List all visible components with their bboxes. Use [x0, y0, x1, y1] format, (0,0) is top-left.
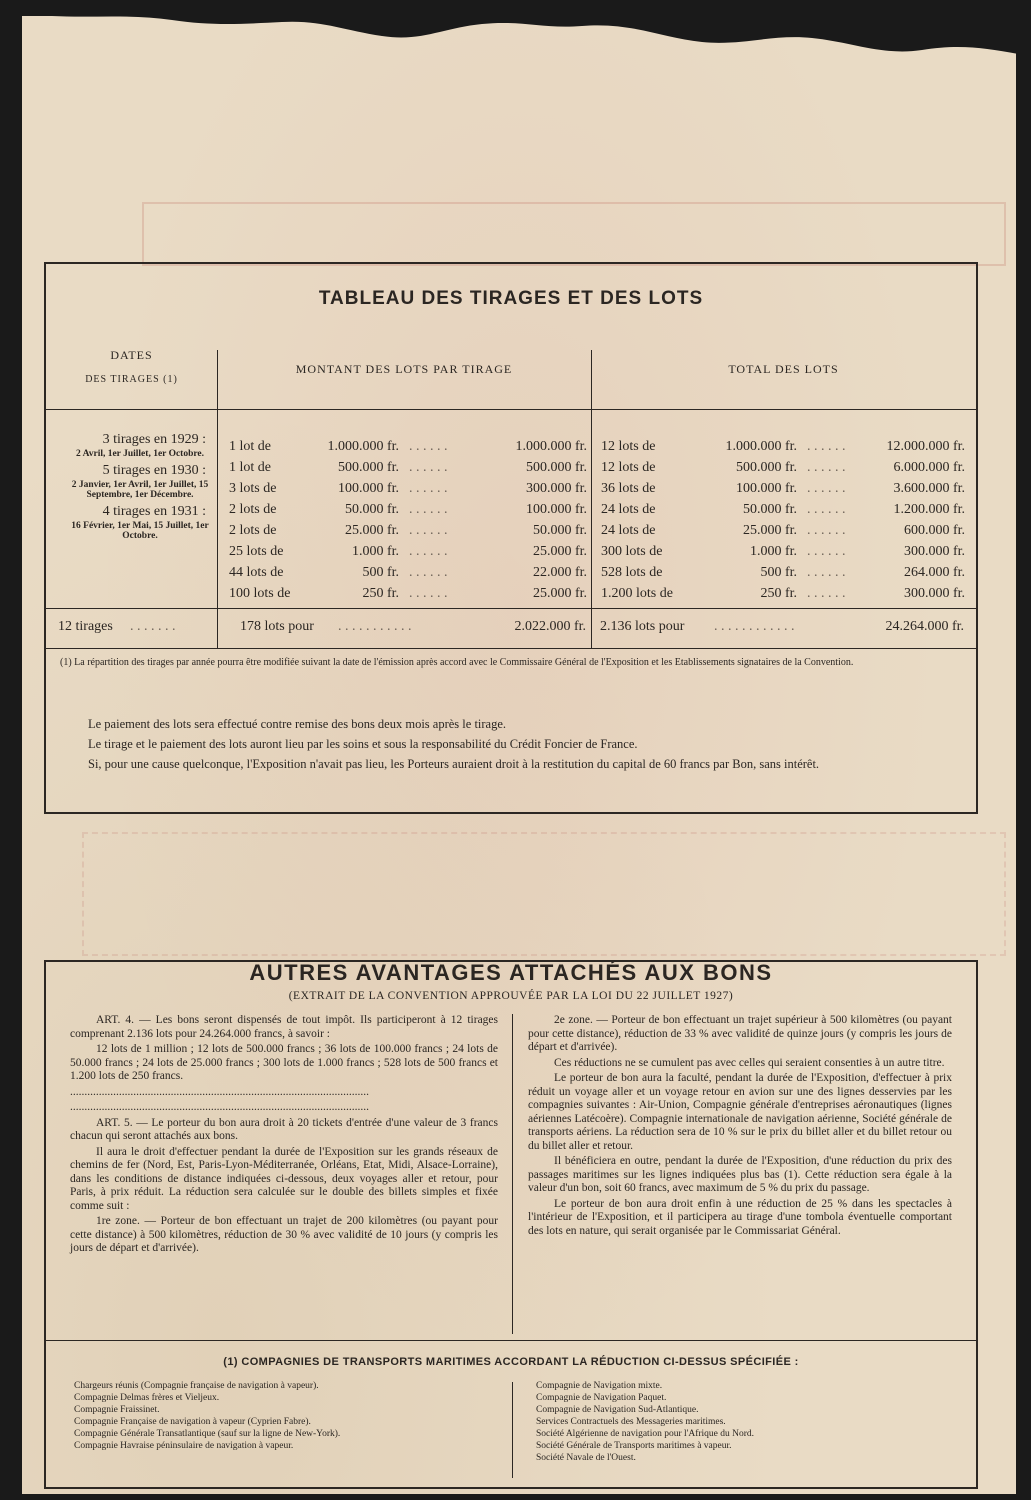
repartition-note: (1) La répartition des tirages par année pourra être modifiée suivant la date de l'émission après accord avec le Commissaire Général de l'Exposition et les Etablissements signataires de la Convention.: [60, 657, 854, 668]
company-item: Services Contractuels des Messageries maritimes.: [536, 1417, 726, 1427]
table-header-rule: [46, 409, 976, 410]
dates-1931: 4 tirages en 1931 :: [102, 504, 206, 519]
payment-line-1: Le paiement des lots sera effectué contre remise des bons deux mois après le tirage.: [88, 717, 507, 731]
lot-montant: 1.000.000 fr.: [515, 439, 587, 454]
lot-count: 44 lots de: [229, 565, 284, 580]
lots-rows: [217, 436, 976, 604]
spectacles-paragraph: Le porteur de bon aura droit enfin à une réduction de 25 % dans les spectacles à l'intérieur de l'Exposition, et il participera au tirage d'une tombola éventuelle comportant des lots en nature, qui serait organisée par le Commissariat Général.: [528, 1197, 952, 1237]
avantages-box: [44, 960, 978, 1489]
dot-leader: . . . . . .: [807, 586, 846, 601]
companies-left-list: [74, 1380, 504, 1452]
dot-leader: . . . . . .: [807, 460, 846, 475]
total-lot-count: 1.200 lots de: [601, 586, 673, 601]
header-dates-sub: DES TIRAGES (1): [85, 374, 178, 385]
header-total: TOTAL DES LOTS: [728, 362, 839, 376]
lot-count: 25 lots de: [229, 544, 284, 559]
company-item: Compagnie Fraissinet.: [74, 1405, 160, 1415]
lot-value: 250 fr.: [362, 586, 399, 601]
companies-divider: [512, 1382, 513, 1478]
table-bottom-rule: [46, 648, 976, 649]
total-lot-value: 500 fr.: [760, 565, 797, 580]
dot-leader: . . . . . .: [807, 481, 846, 496]
dot-leader: . . . . . .: [409, 586, 448, 601]
avantages-subtitle: (EXTRAIT DE LA CONVENTION APPROUVÉE PAR LA LOI DU 22 JUILLET 1927): [288, 990, 734, 1002]
total-montant-value: 2.022.000 fr.: [514, 619, 586, 634]
lot-row: [217, 541, 976, 562]
lot-row: [217, 562, 976, 583]
total-lot-value: 50.000 fr.: [742, 502, 797, 517]
lot-montant: 50.000 fr.: [532, 523, 587, 538]
total-lot-value: 500.000 fr.: [735, 460, 797, 475]
cumul-paragraph: Ces réductions ne se cumulent pas avec celles qui seraient consenties à un autre titre.: [554, 1056, 945, 1069]
company-item: Compagnie Havraise péninsulaire de navigation à vapeur.: [74, 1441, 294, 1451]
total-lot-montant: 300.000 fr.: [903, 544, 965, 559]
zone1-paragraph: 1re zone. — Porteur de bon effectuant un trajet de 200 kilomètres (ou payant pour cette distance) à 500 kilomètres, réduction de 30 % avec validité de 10 jours (y compris les jours de départ et d'arrivée).: [70, 1215, 498, 1254]
dot-leader: . . . . . .: [409, 460, 448, 475]
company-item: Compagnie de Navigation Sud-Atlantique.: [536, 1405, 699, 1415]
lot-row: [217, 457, 976, 478]
zone2-paragraph: 2e zone. — Porteur de bon effectuant un trajet supérieur à 500 kilomètres (ou payant pour cette distance), réduction de 33 % avec validité de quinze jours (y compris les jours de départ et d'arrivée).: [528, 1014, 952, 1053]
company-item: Compagnie Française de navigation à vapeur (Cyprien Fabre).: [74, 1417, 311, 1427]
lot-count: 3 lots de: [229, 481, 277, 496]
total-lot-montant: 300.000 fr.: [903, 586, 965, 601]
total-lot-count: 36 lots de: [601, 481, 656, 496]
dates-1929-detail: 2 Avril, 1er Juillet, 1er Octobre.: [75, 449, 205, 459]
companies-right-list: [536, 1380, 956, 1464]
lot-count: 1 lot de: [229, 439, 271, 454]
total-total-value: 24.264.000 fr.: [885, 619, 964, 634]
dot-leader: . . . . . .: [409, 439, 448, 454]
dates-1930-detail: 2 Janvier, 1er Avril, 1er Juillet, 15 Septembre, 1er Décembre.: [71, 480, 209, 500]
lot-row: [217, 583, 976, 604]
companies-title: (1) COMPAGNIES DE TRANSPORTS MARITIMES ACCORDANT LA RÉDUCTION CI-DESSUS SPÉCIFIÉE :: [223, 1356, 799, 1368]
total-lot-montant: 12.000.000 fr.: [886, 439, 965, 454]
table-total-rule: [46, 608, 976, 609]
lot-montant: 25.000 fr.: [532, 544, 587, 559]
lot-row: [217, 499, 976, 520]
maritime-paragraph: Il bénéficiera en outre, pendant la durée de l'Exposition, d'une réduction du prix des passages maritimes sur les lignes indiquées plus bas (1). Cette réduction sera égale à la valeur d'un bon, soit 60 francs, avec maximum de 5 % du prix du passage.: [528, 1155, 952, 1194]
total-lot-value: 250 fr.: [760, 586, 797, 601]
total-tirages: 12 tirages: [58, 619, 113, 634]
show-through-band-lower: [82, 832, 1006, 956]
lot-montant: 300.000 fr.: [525, 481, 587, 496]
avion-paragraph: Le porteur de bon aura la faculté, pendant la durée de l'Exposition, d'effectuer à prix réduit un voyage aller et un voyage retour en avion sur une des lignes desservies par les compagnies suivantes : Air-Union, Compagnie générale d'entreprises aéronautiques (lignes aériennes Latécoère). Compagnie internationale de navigation aérienne, Société générale de transports aériens. La réduction sera de 10 % sur le prix du billet aller et du billet retour ou du billet aller et retour.: [528, 1072, 952, 1152]
total-lot-value: 25.000 fr.: [742, 523, 797, 538]
company-item: Compagnie Générale Transatlantique (sauf sur la ligne de New-York).: [74, 1429, 341, 1439]
ellipsis-line-1: ........................................................................................................: [70, 1085, 369, 1098]
railway-paragraph: Il aura le droit d'effectuer pendant la durée de l'Exposition sur les grands réseaux de chemins de fer (Nord, Est, Paris-Lyon-Méditerranée, Orléans, Etat, Midi, Alsace-Lorraine), dans les conditions de distance indiquées ci-dessous, deux voyages aller et retour, pour Paris, à prix réduit. La réduction sera calculée sur le double des billets simples et fixée comme suit :: [70, 1145, 498, 1212]
avantages-right-column: [528, 1014, 952, 1240]
dot-leader: . . . . . .: [807, 502, 846, 517]
lot-value: 500.000 fr.: [337, 460, 399, 475]
lot-value: 50.000 fr.: [344, 502, 399, 517]
dot-leader: . . . . . .: [409, 544, 448, 559]
header-dates: DATES: [110, 348, 153, 362]
tirages-table-box: [44, 262, 978, 814]
dot-leader: . . . . . .: [409, 523, 448, 538]
torn-top-edge: [22, 12, 1031, 82]
dates-1931-detail: 16 Février, 1er Mai, 15 Juillet, 1er Octobre.: [71, 521, 209, 541]
total-lot-count: 12 lots de: [601, 439, 656, 454]
total-lot-count: 24 lots de: [601, 523, 656, 538]
lot-count: 100 lots de: [229, 586, 291, 601]
lot-value: 25.000 fr.: [344, 523, 399, 538]
lot-count: 2 lots de: [229, 502, 277, 517]
lot-montant: 22.000 fr.: [532, 565, 587, 580]
avantages-column-divider: [512, 1014, 513, 1334]
dot-leader: . . . . . .: [409, 502, 448, 517]
dates-1929: 3 tirages en 1929 :: [102, 432, 206, 447]
total-lot-montant: 6.000.000 fr.: [893, 460, 965, 475]
lot-value: 100.000 fr.: [337, 481, 399, 496]
lot-montant: 100.000 fr.: [525, 502, 587, 517]
art4-lots-list: 12 lots de 1 million ; 12 lots de 500.000 francs ; 36 lots de 100.000 francs ; 24 lots de 50.000 francs ; 24 lots de 25.000 francs ; 300 lots de 1.000 francs ; 528 lots de 500 francs et 1.200 lots de 250 francs.: [70, 1043, 498, 1082]
lot-count: 2 lots de: [229, 523, 277, 538]
lot-row: [217, 436, 976, 457]
lot-count: 1 lot de: [229, 460, 271, 475]
lot-row: [217, 520, 976, 541]
total-lot-count: 528 lots de: [601, 565, 663, 580]
total-lots-total: 2.136 lots pour: [600, 619, 685, 634]
lot-value: 1.000.000 fr.: [327, 439, 399, 454]
show-through-band: [142, 202, 1006, 266]
companies-separator: [46, 1340, 976, 1341]
lot-row: [217, 478, 976, 499]
company-item: Compagnie de Navigation Paquet.: [536, 1393, 667, 1403]
total-lot-montant: 1.200.000 fr.: [893, 502, 965, 517]
lot-montant: 500.000 fr.: [525, 460, 587, 475]
art4-paragraph: ART. 4. — Les bons seront dispensés de tout impôt. Ils participeront à 12 tirages comprenant 2.136 lots pour 24.264.000 francs, à savoir :: [70, 1014, 498, 1040]
dot-leader: . . . . . .: [807, 439, 846, 454]
total-lots-montant: 178 lots pour: [240, 619, 314, 634]
total-lot-count: 300 lots de: [601, 544, 663, 559]
total-lot-montant: 600.000 fr.: [903, 523, 965, 538]
avantages-left-column: [70, 1014, 498, 1258]
lot-value: 500 fr.: [362, 565, 399, 580]
company-item: Compagnie de Navigation mixte.: [536, 1381, 663, 1391]
total-lot-value: 100.000 fr.: [735, 481, 797, 496]
company-item: Compagnie Delmas frères et Vieljeux.: [74, 1393, 220, 1403]
totals-row: 12 tirages . . . . . . . 178 lots pour . . . . . . . . . . . 2.022.000 fr. 2.136 lots pour . . . . . . . . . . . . 24.264.000 fr.: [46, 616, 976, 637]
dot-leader: . . . . . .: [409, 565, 448, 580]
dot-leader: . . . . . .: [807, 565, 846, 580]
total-lot-count: 12 lots de: [601, 460, 656, 475]
total-lot-count: 24 lots de: [601, 502, 656, 517]
lot-value: 1.000 fr.: [351, 544, 399, 559]
company-item: Société Navale de l'Ouest.: [536, 1453, 636, 1463]
art5-paragraph: ART. 5. — Le porteur du bon aura droit à 20 tickets d'entrée d'une valeur de 3 francs chacun qui seront attachés aux bons.: [70, 1116, 498, 1142]
dot-leader: . . . . . .: [807, 523, 846, 538]
dot-leader: . . . . . .: [409, 481, 448, 496]
total-lot-montant: 264.000 fr.: [903, 565, 965, 580]
dates-1930: 5 tirages en 1930 :: [102, 463, 206, 478]
company-item: Chargeurs réunis (Compagnie française de navigation à vapeur).: [74, 1381, 319, 1391]
dot-leader: . . . . . .: [807, 544, 846, 559]
table-title: TABLEAU DES TIRAGES ET DES LOTS: [318, 288, 704, 309]
payment-line-2: Le tirage et le paiement des lots auront lieu par les soins et sous la responsabilité du Crédit Foncier de France.: [88, 737, 638, 751]
company-item: Société Algérienne de navigation pour l'Afrique du Nord.: [536, 1429, 755, 1439]
ellipsis-line-2: ........................................................................................................: [70, 1101, 369, 1113]
payment-line-3: Si, pour une cause quelconque, l'Exposition n'avait pas lieu, les Porteurs auraient droit à la restitution du capital de 60 francs par Bon, sans intérêt.: [88, 757, 820, 771]
total-lot-value: 1.000.000 fr.: [725, 439, 797, 454]
payment-paragraphs: [60, 714, 966, 774]
company-item: Société Générale de Transports maritimes à vapeur.: [536, 1441, 732, 1451]
header-montant: MONTANT DES LOTS PAR TIRAGE: [295, 362, 513, 376]
total-lot-montant: 3.600.000 fr.: [893, 481, 965, 496]
avantages-title: AUTRES AVANTAGES ATTACHÉS AUX BONS: [249, 960, 773, 985]
total-lot-value: 1.000 fr.: [749, 544, 797, 559]
lot-montant: 25.000 fr.: [532, 586, 587, 601]
dates-column: [46, 432, 216, 545]
